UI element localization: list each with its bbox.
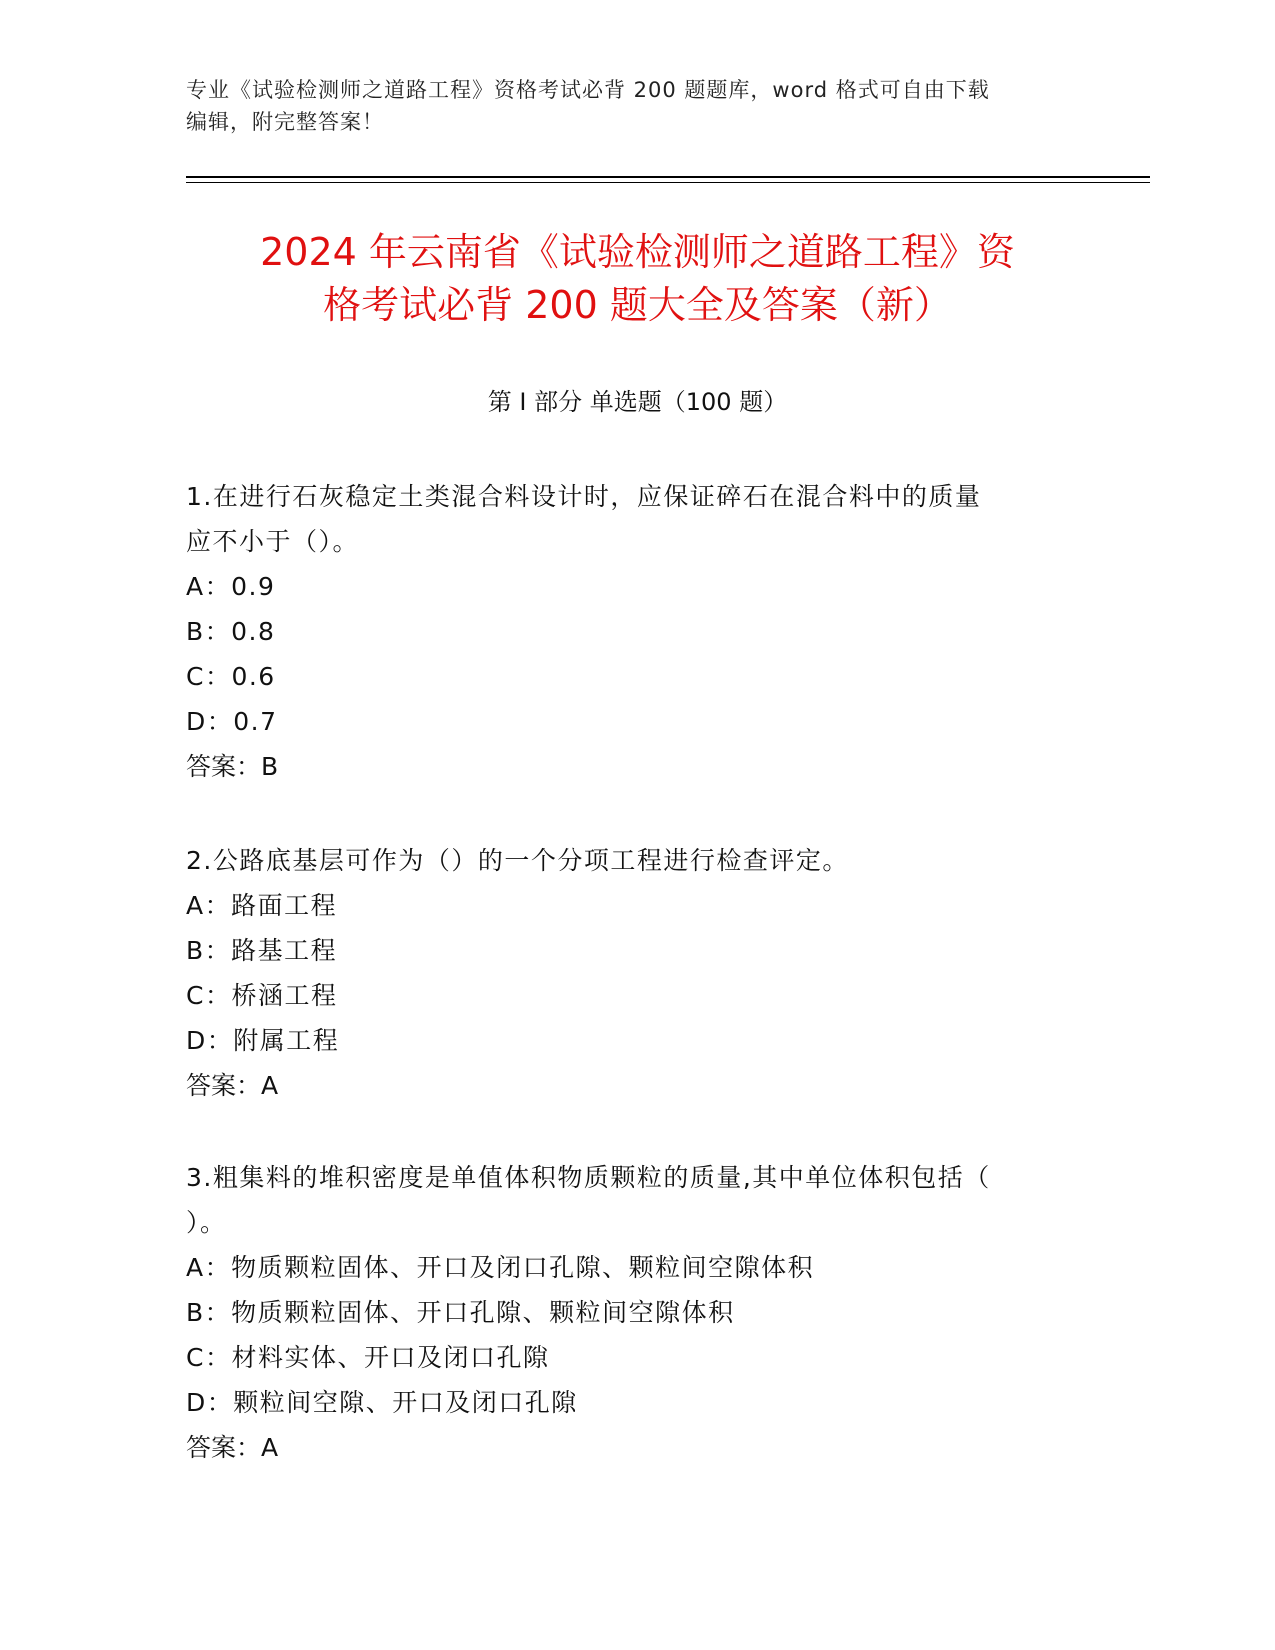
question-3 <box>186 1155 1086 1470</box>
header-divider-thick <box>186 176 1150 178</box>
option-b: B：物质颗粒固体、开口孔隙、颗粒间空隙体积 <box>186 1298 735 1327</box>
question-stem: 3.粗集料的堆积密度是单值体积物质颗粒的质量,其中单位体积包括（ <box>186 1163 991 1192</box>
option-d: D：0.7 <box>186 707 278 736</box>
section-title: 第 I 部分 单选题（100 题） <box>487 388 788 416</box>
question-1 <box>186 474 1086 789</box>
question-stem-continued: ）。 <box>186 1208 227 1237</box>
option-d: D：颗粒间空隙、开口及闭口孔隙 <box>186 1388 578 1417</box>
question-stem: 2.公路底基层可作为（）的一个分项工程进行检查评定。 <box>186 846 849 875</box>
option-a: A：0.9 <box>186 572 276 601</box>
question-2 <box>186 838 1086 1108</box>
answer: 答案：A <box>186 1433 279 1462</box>
header-note <box>186 74 1086 138</box>
header-divider-thin <box>186 182 1150 183</box>
document-title-line-2: 格考试必背 200 题大全及答案（新） <box>323 283 952 327</box>
option-a: A：物质颗粒固体、开口及闭口孔隙、颗粒间空隙体积 <box>186 1253 815 1282</box>
answer: 答案：B <box>186 752 279 781</box>
header-note-line-2: 编辑，附完整答案！ <box>186 110 384 134</box>
document-title <box>150 226 1125 332</box>
header-note-line-1: 专业《试验检测师之道路工程》资格考试必背 200 题题库，word 格式可自由下载 <box>186 78 990 102</box>
option-b: B：路基工程 <box>186 936 338 965</box>
option-c: C：0.6 <box>186 662 276 691</box>
document-title-line-1: 2024 年云南省《试验检测师之道路工程》资 <box>260 230 1015 274</box>
option-b: B：0.8 <box>186 617 276 646</box>
option-c: C：桥涵工程 <box>186 981 338 1010</box>
option-c: C：材料实体、开口及闭口孔隙 <box>186 1343 550 1372</box>
option-a: A：路面工程 <box>186 891 338 920</box>
question-stem-continued: 应不小于（）。 <box>186 527 360 556</box>
option-d: D：附属工程 <box>186 1026 340 1055</box>
answer: 答案：A <box>186 1071 279 1100</box>
question-stem: 1.在进行石灰稳定土类混合料设计时，应保证碎石在混合料中的质量 <box>186 482 982 511</box>
